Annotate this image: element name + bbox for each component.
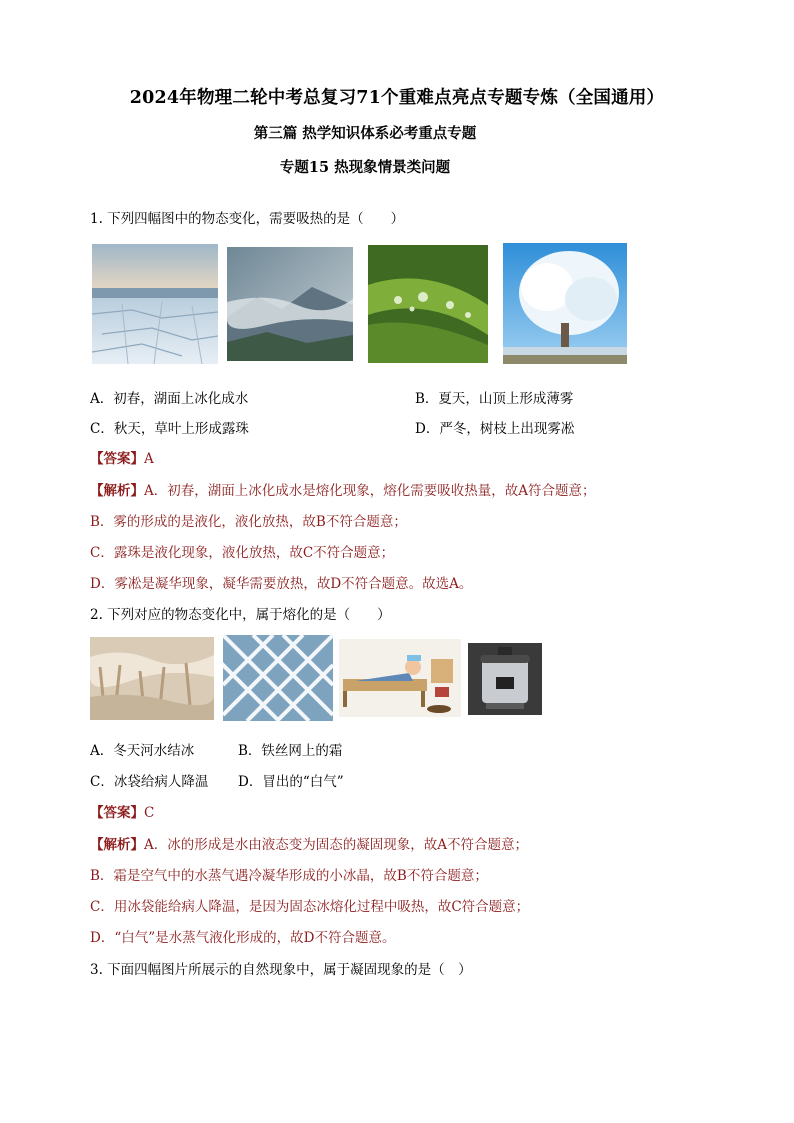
- q2-option-a: A．冬天河水结冰: [90, 743, 195, 759]
- q2-answer-tag: 【答案】: [90, 805, 144, 821]
- q2-answer: [90, 801, 154, 821]
- q1-answer: [90, 447, 154, 467]
- q2-option-d: D．冒出的“白气”: [238, 774, 344, 790]
- q2-answer-value: C: [144, 805, 155, 821]
- q1-answer-value: A: [144, 451, 154, 467]
- q1-option-b: B．夏天，山顶上形成薄雾: [415, 391, 574, 407]
- q2-analysis-line-4: D．“白气”是水蒸气液化形成的，故D不符合题意。: [90, 930, 396, 946]
- q1-analysis-tag: 【解析】: [90, 483, 144, 499]
- frost-wire-fence-image: [223, 635, 333, 721]
- q1-analysis-line-1: 【解析】A．初春，湖面上冰化成水是熔化现象，熔化需要吸收热量，故A符合题意；: [90, 483, 596, 499]
- q2-option-b: B．铁丝网上的霜: [238, 743, 343, 759]
- q1-analysis-line-3: C．露珠是液化现象，液化放热，故C不符合题意；: [90, 545, 395, 561]
- frozen-lake-image: [92, 244, 218, 364]
- q2-analysis-line-1: 【解析】A．冰的形成是水由液态变为固态的凝固现象，故A不符合题意；: [90, 837, 528, 853]
- question-1-stem: 1. 下列四幅图中的物态变化，需要吸热的是（ ）: [90, 211, 405, 227]
- q2-analysis-line-3: C．用冰袋能给病人降温，是因为固态冰熔化过程中吸热，故C符合题意；: [90, 899, 530, 915]
- q1-option-a: A．初春，湖面上冰化成水: [90, 391, 249, 407]
- q1-analysis-line-4: D．雾凇是凝华现象，凝华需要放热，故D不符合题意。故选A。: [90, 576, 473, 592]
- topic-heading: 专题15 热现象情景类问题: [279, 159, 451, 176]
- q1-answer-tag: 【答案】: [90, 451, 144, 467]
- rime-tree-image: [503, 243, 627, 364]
- q2-analysis-tag: 【解析】: [90, 837, 144, 853]
- dew-grass-image: [368, 245, 488, 363]
- frozen-river-image: [90, 637, 214, 720]
- pressure-cooker-image: [468, 643, 542, 715]
- ice-pack-patient-image: [339, 639, 461, 717]
- q1-option-d: D．严冬，树枝上出现雾凇: [415, 421, 575, 437]
- q2-option-c: C．冰袋给病人降温: [90, 774, 209, 790]
- question-2-stem: 2. 下列对应的物态变化中，属于熔化的是（ ）: [90, 607, 391, 623]
- question-3-stem: 3. 下面四幅图片所展示的自然现象中，属于凝固现象的是（ ）: [90, 962, 472, 978]
- mountain-fog-image: [227, 247, 353, 361]
- q1-option-c: C．秋天，草叶上形成露珠: [90, 421, 249, 437]
- q2-analysis-line-2: B．霜是空气中的水蒸气遇冷凝华形成的小冰晶，故B不符合题意；: [90, 868, 488, 884]
- q1-analysis-line-2: B．雾的形成的是液化，液化放热，故B不符合题意；: [90, 514, 407, 530]
- document-title: 2024年物理二轮中考总复习71个重难点亮点专题专炼（全国通用）: [129, 88, 665, 108]
- part-heading: 第三篇 热学知识体系必考重点专题: [253, 125, 477, 142]
